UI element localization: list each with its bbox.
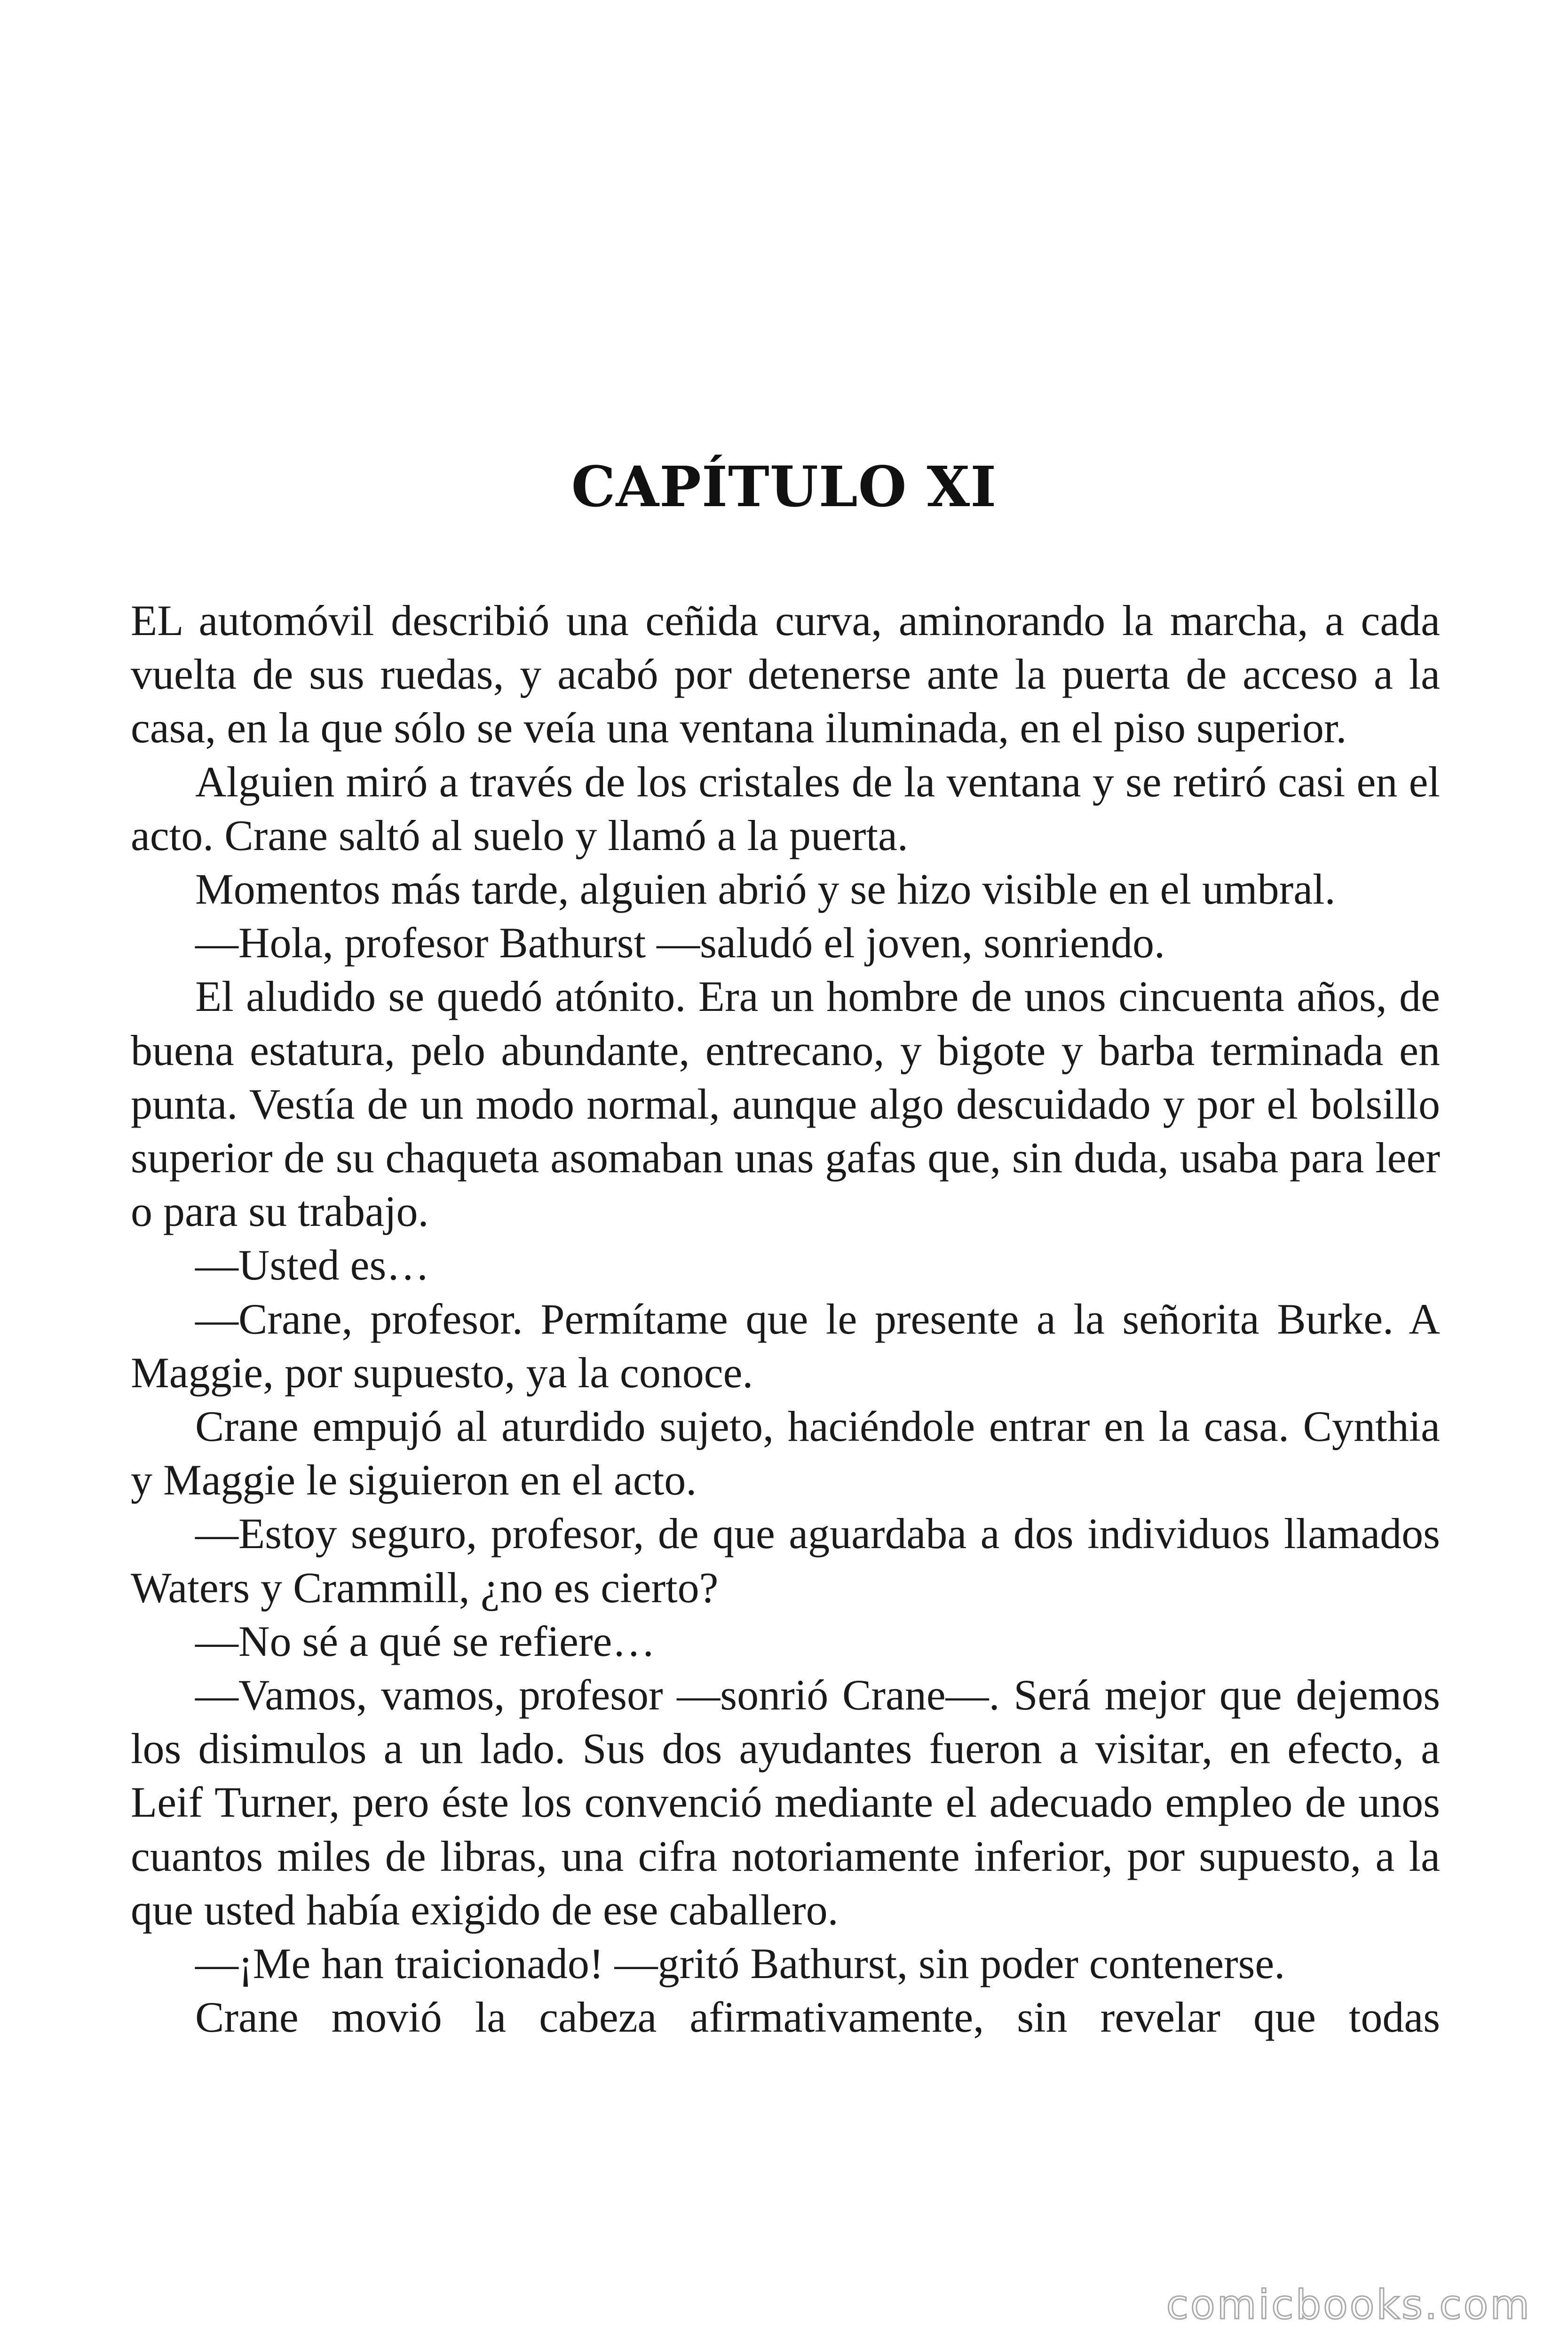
paragraph: —Hola, profesor Bathurst —saludó el joven, sonriendo. (195, 919, 1165, 967)
paragraph: —Usted es… (195, 1241, 430, 1289)
paragraph: —Estoy seguro, profesor, de que aguardaba a dos individuos llamados Waters y Crammill, ¿no es cierto? (131, 1510, 1440, 1612)
paragraph: —¡Me han traicionado! —gritó Bathurst, sin poder contenerse. (195, 1939, 1285, 1988)
paragraph: Momentos más tarde, alguien abrió y se hizo visible en el umbral. (195, 865, 1336, 914)
watermark: comicbooks.com (1166, 2281, 1531, 2328)
paragraph: Crane empujó al aturdido sujeto, haciéndole entrar en la casa. Cynthia y Maggie le siguieron en el acto. (131, 1402, 1440, 1504)
body-text (131, 594, 1440, 2044)
paragraph: El aludido se quedó atónito. Era un hombre de unos cincuenta años, de buena estatura, pelo abundante, entrecano, y bigote y barba terminada en punta. Vestía de un modo normal, aunque algo descuidado y por el bolsillo superior de su chaqueta asomaban unas gafas que, sin duda, usaba para leer o para su trabajo. (131, 972, 1440, 1236)
paragraph: Crane movió la cabeza afirmativamente, sin revelar que todas (195, 1993, 1440, 2042)
paragraph: —Vamos, vamos, profesor —sonrió Crane—. Será mejor que dejemos los disimulos a un lado. Sus dos ayudantes fueron a visitar, en efecto, a Leif Turner, pero éste los convenció mediante el adecuado empleo de unos cuantos miles de libras, una cifra notoriamente inferior, por supuesto, a la que usted había exigido de ese caballero. (131, 1671, 1440, 1934)
paragraph: —No sé a qué se refiere… (195, 1617, 656, 1665)
paragraph: —Crane, profesor. Permítame que le presente a la señorita Burke. A Maggie, por supuesto, ya la conoce. (131, 1295, 1440, 1397)
paragraph: EL automóvil describió una ceñida curva, aminorando la marcha, a cada vuelta de sus ruedas, y acabó por detenerse ante la puerta de acceso a la casa, en la que sólo se veía una ventana iluminada, en el piso superior. (131, 596, 1440, 752)
paragraph: Alguien miró a través de los cristales de la ventana y se retiró casi en el acto. Crane saltó al suelo y llamó a la puerta. (131, 757, 1440, 859)
chapter-title: CAPÍTULO XI (571, 454, 997, 519)
